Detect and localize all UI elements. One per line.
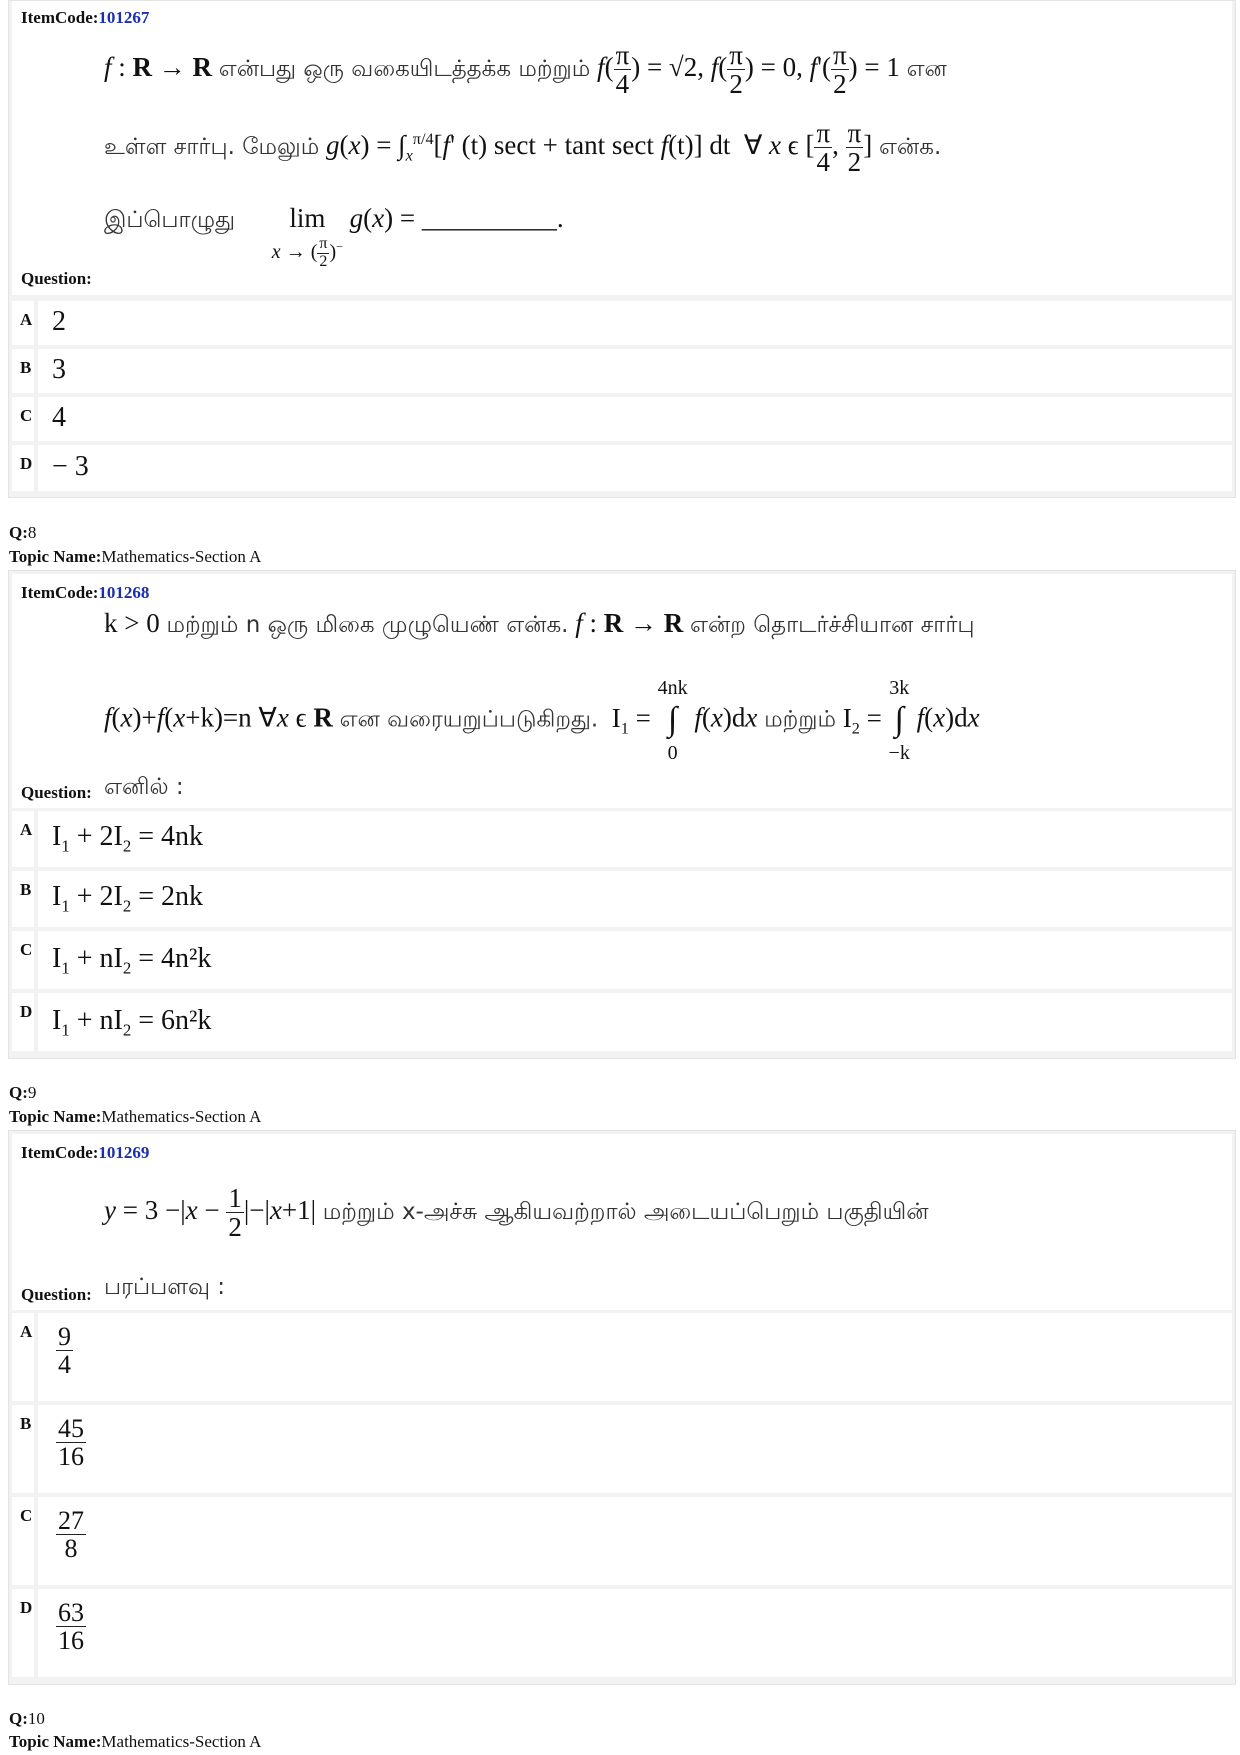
question-stem-area [12, 1134, 1232, 1310]
option-letter: C [12, 1497, 38, 1585]
question-stem-area [12, 574, 1232, 808]
topic-name: Topic Name:Mathematics-Section A [9, 547, 262, 566]
topic-name: Topic Name:Mathematics-Section A [9, 1732, 262, 1751]
option-value: $\frac{63}{16}$ [58, 1598, 84, 1656]
option-letter: D [12, 993, 38, 1051]
stem-question-line: பரப்பளவு : [104, 1274, 226, 1300]
question-block-8 [8, 570, 1236, 1059]
question-number: Q:9 [9, 1083, 37, 1102]
option-a[interactable] [12, 1313, 1232, 1401]
question-block-7 [8, 0, 1236, 498]
option-letter: A [12, 1313, 38, 1401]
stem-line-2: உள்ள சார்பு. மேலும் $g(x) = \int_x^{\pi/4}[f'$ (t) sect + tant sect f(t)] dt ∀ x ϵ [ $\frac{\pi}{4}$ , $\frac{\pi}{2}$ ] என்க. [104, 118, 942, 178]
option-d[interactable] [12, 445, 1232, 491]
option-value: $I_1 + nI_2 = 6n^2k$ [52, 1005, 212, 1040]
stem-line-1: k > 0 மற்றும் n ஒரு மிகை முழுயெண் என்க. f : R → R என்ற தொடர்ச்சியான சார்பு [104, 608, 975, 638]
option-b[interactable] [12, 349, 1232, 393]
option-a[interactable] [12, 811, 1232, 867]
question-label: Question: [21, 1285, 92, 1304]
stem-line-3: இப்பொழுது lim x → ( $\frac{\pi}{2}$ )− g(x) = __________. [104, 203, 564, 270]
option-b[interactable] [12, 1405, 1232, 1493]
option-value: $\frac{9}{4}$ [58, 1322, 71, 1380]
option-value: 2 [52, 306, 66, 337]
option-letter: D [12, 1589, 38, 1677]
stem-line-2: f(x)+f(x+k)=n ∀x ϵ R என வரையறுப்படுகிறது. $I_1 = 4nk$ ∫ 0 f(x)dx மற்றும் $I_2 = 3k$ ∫ −k f(x)dx [104, 677, 980, 764]
stem-question-line: எனில் : [104, 774, 184, 800]
option-letter: A [12, 811, 38, 867]
question-label: Question: [21, 269, 92, 288]
item-code: ItemCode:101268 [21, 583, 150, 602]
question-stem-area [12, 1, 1232, 295]
option-a[interactable] [12, 301, 1232, 345]
option-c[interactable] [12, 1497, 1232, 1585]
option-value: − 3 [52, 451, 89, 482]
option-value: $\frac{27}{8}$ [58, 1506, 84, 1564]
option-letter: C [12, 931, 38, 989]
topic-name: Topic Name:Mathematics-Section A [9, 1107, 262, 1126]
option-letter: C [12, 397, 38, 441]
option-value: $I_1 + nI_2 = 4n^2k$ [52, 943, 212, 978]
question-label: Question: [21, 783, 92, 802]
option-c[interactable] [12, 931, 1232, 989]
stem-line-1: f : R → R என்பது ஒரு வகையிடத்தக்க மற்றும் f( $\frac{\pi}{4}$ ) = √2, f( $\frac{\pi}{2}$ ) = 0, f'( $\frac{\pi}{2}$ ) = 1 என [104, 40, 947, 100]
question-block-9 [8, 1130, 1236, 1685]
option-value: $\frac{45}{16}$ [58, 1414, 84, 1472]
option-value: 4 [52, 402, 66, 433]
stem-line-1: y = 3 −|x − $\frac{1}{2}$ |−|x+1| மற்றும் x-அச்சு ஆகியவற்றால் அடையப்பெறும் பகுதியின் [104, 1183, 929, 1243]
option-d[interactable] [12, 1589, 1232, 1677]
option-value: $I_1 + 2I_2 = 4nk$ [52, 821, 204, 856]
item-code: ItemCode:101267 [21, 8, 150, 27]
item-code: ItemCode:101269 [21, 1143, 150, 1162]
option-b[interactable] [12, 871, 1232, 927]
option-value: $I_1 + 2I_2 = 2nk$ [52, 881, 204, 916]
option-letter: A [12, 301, 38, 345]
option-letter: B [12, 871, 38, 927]
option-c[interactable] [12, 397, 1232, 441]
option-letter: D [12, 445, 38, 491]
question-number: Q:10 [9, 1709, 45, 1728]
option-d[interactable] [12, 993, 1232, 1051]
option-value: 3 [52, 354, 66, 385]
option-letter: B [12, 349, 38, 393]
option-letter: B [12, 1405, 38, 1493]
question-number: Q:8 [9, 523, 37, 542]
